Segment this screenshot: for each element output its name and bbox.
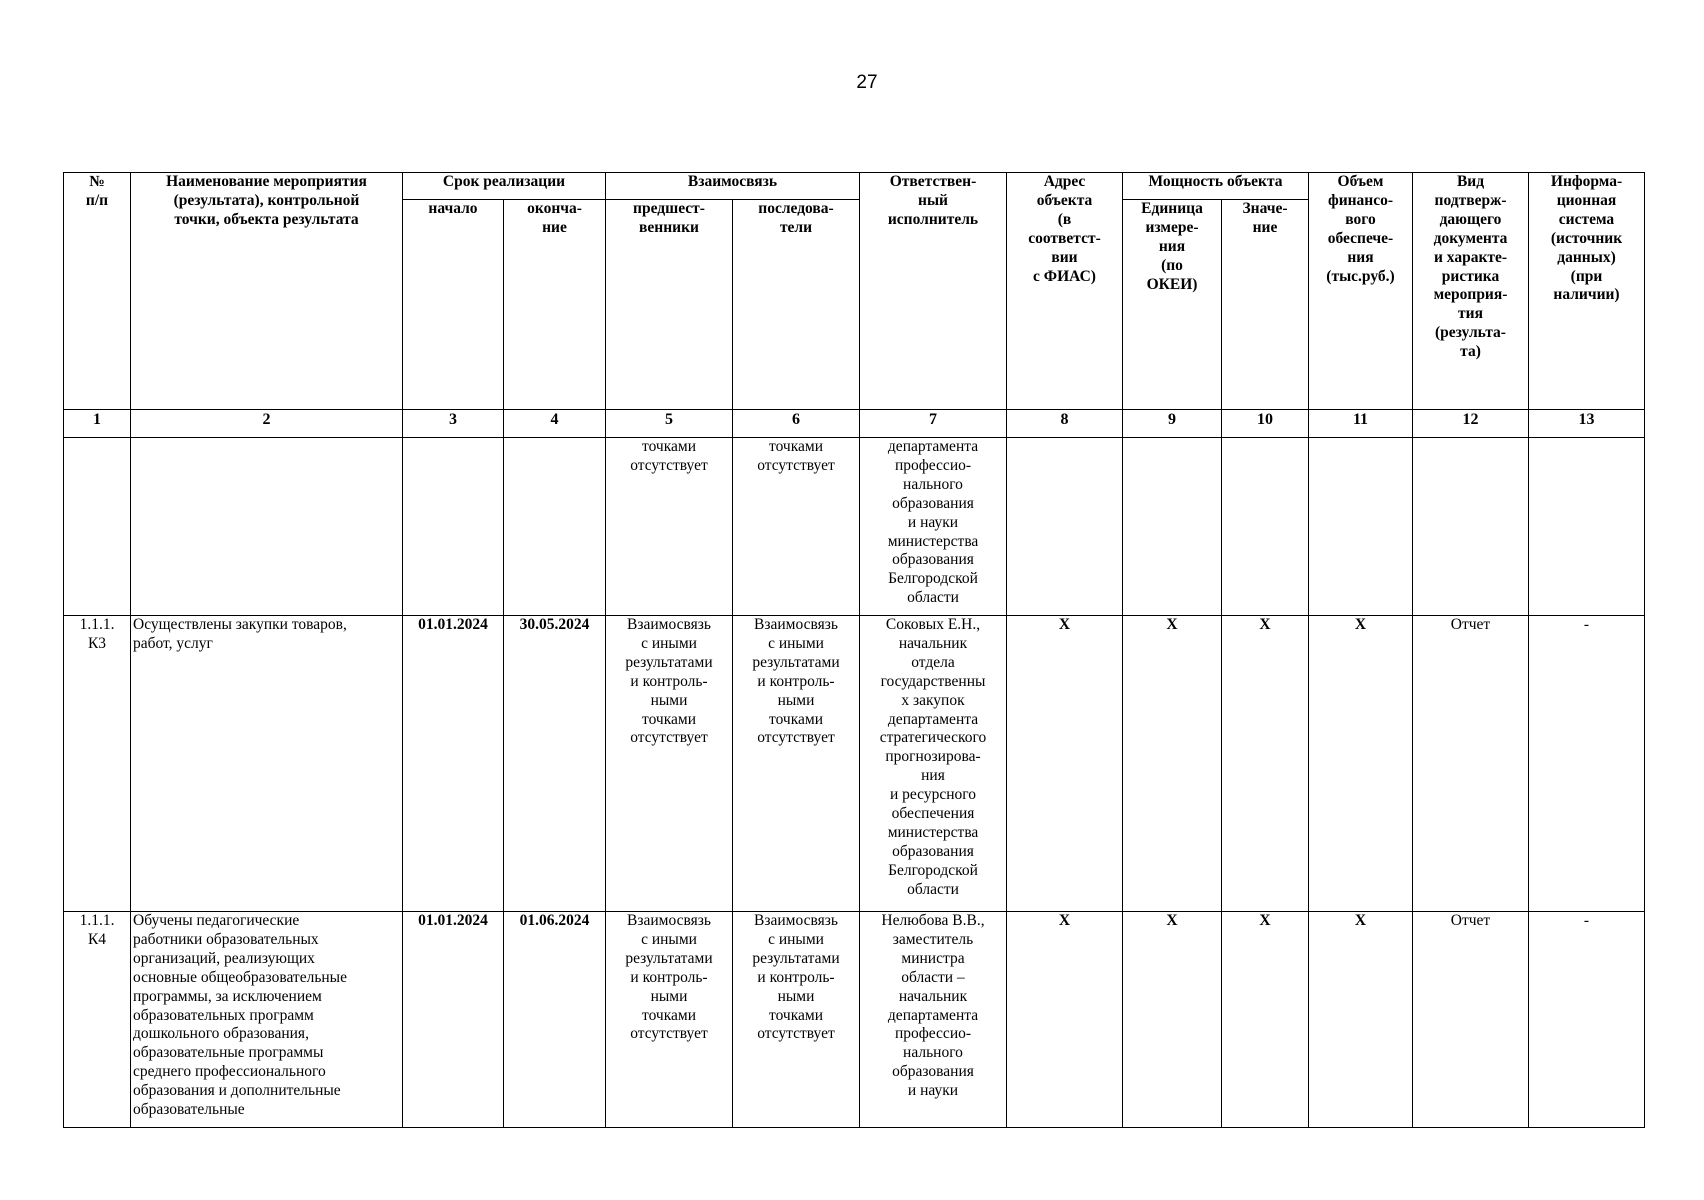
row-start: 01.01.2024 xyxy=(403,616,504,912)
row-doc: Отчет xyxy=(1413,616,1529,912)
row-doc: Отчет xyxy=(1413,912,1529,1128)
row-resp: Соковых Е.Н., начальник отдела государственны х закупок департамента стратегического прогнозирова- ния и ресурсного обеспечения министерства образования Белгородской области xyxy=(860,616,1007,912)
row-value: Х xyxy=(1222,912,1309,1128)
header-link: Взаимосвязь xyxy=(606,173,860,200)
row-end: 01.06.2024 xyxy=(504,912,606,1128)
column-number-row xyxy=(64,410,1645,438)
column-number: 10 xyxy=(1222,410,1309,438)
header-pred: предшест- венники xyxy=(606,200,733,410)
header-resp: Ответствен- ный исполнитель xyxy=(860,173,1007,410)
column-number: 6 xyxy=(733,410,860,438)
table-row xyxy=(64,912,1645,1128)
column-number: 13 xyxy=(1529,410,1645,438)
header-end: оконча- ние xyxy=(504,200,606,410)
header-term: Срок реализации xyxy=(403,173,606,200)
row-num: 1.1.1. К3 xyxy=(64,616,131,912)
column-number: 9 xyxy=(1123,410,1222,438)
row-addr: Х xyxy=(1007,912,1123,1128)
row-pred: Взаимосвязь с иными результатами и контроль- ными точками отсутствует xyxy=(606,912,733,1128)
row-next: точками отсутствует xyxy=(733,438,860,616)
column-number: 12 xyxy=(1413,410,1529,438)
row-fin: Х xyxy=(1309,616,1413,912)
header-power: Мощность объекта xyxy=(1123,173,1309,200)
row-addr: Х xyxy=(1007,616,1123,912)
plan-table xyxy=(63,172,1645,1128)
column-number: 1 xyxy=(64,410,131,438)
row-doc xyxy=(1413,438,1529,616)
row-info: - xyxy=(1529,616,1645,912)
row-end: 30.05.2024 xyxy=(504,616,606,912)
header-unit: Единица измере- ния (по ОКЕИ) xyxy=(1123,200,1222,410)
header-value: Значе- ние xyxy=(1222,200,1309,410)
page-number: 27 xyxy=(856,72,878,93)
row-resp: Нелюбова В.В., заместитель министра области – начальник департамента профессио- нального образования и науки xyxy=(860,912,1007,1128)
row-pred: Взаимосвязь с иными результатами и контроль- ными точками отсутствует xyxy=(606,616,733,912)
table-row xyxy=(64,616,1645,912)
row-unit: Х xyxy=(1123,616,1222,912)
row-end xyxy=(504,438,606,616)
row-fin xyxy=(1309,438,1413,616)
column-number: 3 xyxy=(403,410,504,438)
row-start: 01.01.2024 xyxy=(403,912,504,1128)
row-pred: точками отсутствует xyxy=(606,438,733,616)
row-info: - xyxy=(1529,912,1645,1128)
header-addr: Адрес объекта (в соответст- вии с ФИАС) xyxy=(1007,173,1123,410)
row-value: Х xyxy=(1222,616,1309,912)
row-name xyxy=(131,438,403,616)
header-fin: Объем финансо- вого обеспече- ния (тыс.руб.) xyxy=(1309,173,1413,410)
row-num xyxy=(64,438,131,616)
row-next: Взаимосвязь с иными результатами и контроль- ными точками отсутствует xyxy=(733,616,860,912)
header-next: последова- тели xyxy=(733,200,860,410)
header-num: № п/п xyxy=(64,173,131,410)
row-fin: Х xyxy=(1309,912,1413,1128)
row-info xyxy=(1529,438,1645,616)
row-value xyxy=(1222,438,1309,616)
column-number: 2 xyxy=(131,410,403,438)
header-start: начало xyxy=(403,200,504,410)
row-name: Обучены педагогические работники образовательных организаций, реализующих основные общеобразовательные программы, за исключением образовательных программ дошкольного образования, образовательные программы среднего профессионального образования и дополнительные образовательные xyxy=(131,912,403,1128)
column-number: 11 xyxy=(1309,410,1413,438)
row-start xyxy=(403,438,504,616)
row-unit: Х xyxy=(1123,912,1222,1128)
column-number: 4 xyxy=(504,410,606,438)
row-resp: департамента профессио- нального образования и науки министерства образования Белгородской области xyxy=(860,438,1007,616)
table-row xyxy=(64,438,1645,616)
column-number: 7 xyxy=(860,410,1007,438)
header-info: Информа- ционная система (источник данных) (при наличии) xyxy=(1529,173,1645,410)
header-doc: Вид подтверж- дающего документа и характе- ристика мероприя- тия (результа- та) xyxy=(1413,173,1529,410)
column-number: 8 xyxy=(1007,410,1123,438)
column-number: 5 xyxy=(606,410,733,438)
header-name: Наименование мероприятия (результата), контрольной точки, объекта результата xyxy=(131,173,403,410)
row-next: Взаимосвязь с иными результатами и контроль- ными точками отсутствует xyxy=(733,912,860,1128)
row-unit xyxy=(1123,438,1222,616)
row-name: Осуществлены закупки товаров, работ, услуг xyxy=(131,616,403,912)
row-addr xyxy=(1007,438,1123,616)
row-num: 1.1.1. К4 xyxy=(64,912,131,1128)
